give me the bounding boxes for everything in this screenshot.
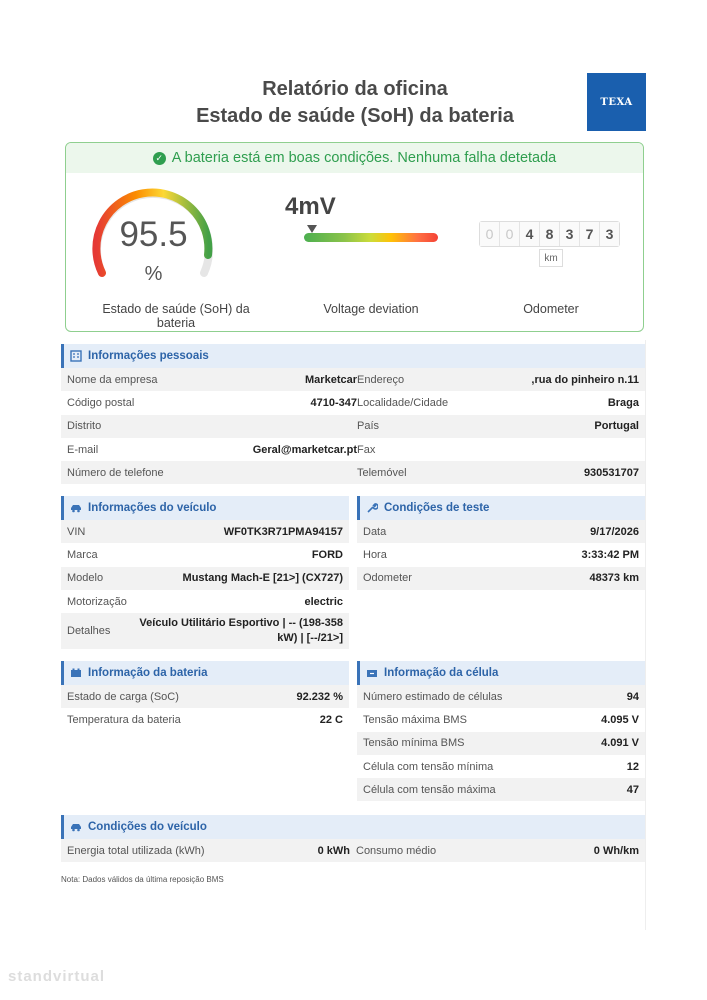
- field-label: Detalhes: [67, 625, 111, 638]
- cell-info-header: [357, 661, 645, 685]
- field-label: Consumo médio: [356, 844, 437, 857]
- status-panel: [65, 142, 644, 332]
- vehicle-info-title: Informações do veículo: [88, 502, 217, 514]
- watermark: standvirtual: [8, 968, 106, 985]
- table-row: [357, 520, 645, 543]
- vehicle-info-header: [61, 496, 349, 520]
- voltage-marker-icon: [307, 225, 317, 233]
- field-value: 9/17/2026: [590, 525, 639, 538]
- field-value: 22 C: [319, 713, 343, 726]
- personal-info-section: [61, 344, 645, 484]
- test-conditions-header: [357, 496, 645, 520]
- field-value: 4.095 V: [601, 713, 639, 726]
- odometer-caption: Odometer: [523, 302, 579, 316]
- table-row: [61, 613, 349, 649]
- table-row: [61, 708, 349, 731]
- field-value: Portugal: [594, 420, 639, 433]
- field-label: Tensão mínima BMS: [363, 737, 465, 750]
- table-row: [61, 567, 349, 590]
- field-label: Número estimado de células: [363, 690, 503, 703]
- odometer-digit: 3: [560, 222, 580, 246]
- table-row: [61, 543, 349, 566]
- table-row: [357, 685, 645, 708]
- field-value: Marketcar: [305, 373, 357, 386]
- cell-info-section: [357, 661, 645, 801]
- table-row: [61, 368, 645, 391]
- odometer-display: [479, 221, 620, 247]
- field-value: WF0TK3R71PMA94157: [223, 525, 343, 538]
- field-label: Célula com tensão mínima: [363, 760, 494, 773]
- check-circle-icon: ✓: [153, 152, 166, 165]
- field-label: Estado de carga (SoC): [67, 690, 179, 703]
- vehicle-conditions-section: [61, 815, 645, 862]
- voltage-caption: Voltage deviation: [323, 302, 419, 316]
- soh-unit: %: [144, 263, 163, 285]
- field-value: Geral@marketcar.pt: [252, 443, 357, 456]
- field-label: Marca: [67, 548, 98, 561]
- personal-info-header: [61, 344, 645, 368]
- footnote: Nota: Dados válidos da última reposição BMS: [61, 875, 224, 884]
- table-row: [357, 567, 645, 590]
- field-label: Odometer: [363, 572, 412, 585]
- building-icon: [70, 350, 82, 362]
- field-value: 48373 km: [589, 572, 639, 585]
- car-icon: [70, 502, 82, 514]
- field-label: Fax: [357, 443, 376, 456]
- texa-logo: TEXA: [587, 73, 646, 131]
- field-label: País: [357, 420, 380, 433]
- odometer-digit: 4: [520, 222, 540, 246]
- table-row: [357, 543, 645, 566]
- voltage-bar: [304, 233, 438, 242]
- table-row: [61, 415, 645, 438]
- field-value: 4710-347: [310, 396, 357, 409]
- table-row: [357, 708, 645, 731]
- field-value: FORD: [311, 548, 343, 561]
- status-banner: [66, 143, 643, 173]
- table-row: [61, 685, 349, 708]
- field-label: Código postal: [67, 396, 135, 409]
- report-title: [120, 76, 590, 130]
- test-conditions-section: [357, 496, 645, 590]
- table-row: [61, 520, 349, 543]
- field-label: Distrito: [67, 420, 102, 433]
- field-label: Hora: [363, 548, 387, 561]
- odometer-digit: 7: [580, 222, 600, 246]
- odometer-digit: 0: [480, 222, 500, 246]
- car-check-icon: [70, 821, 82, 833]
- field-value: ,rua do pinheiro n.11: [531, 373, 639, 386]
- field-value: 0 Wh/km: [593, 844, 639, 857]
- table-row: [61, 438, 645, 461]
- vehicle-info-section: [61, 496, 349, 649]
- battery-info-section: [61, 661, 349, 732]
- soh-caption: Estado de saúde (SoH) da bateria: [102, 302, 250, 330]
- field-value: 12: [626, 760, 639, 773]
- field-value: 0 kWh: [317, 844, 350, 857]
- field-label: Data: [363, 525, 387, 538]
- field-value: 930531707: [583, 466, 639, 479]
- battery-info-header: [61, 661, 349, 685]
- field-label: Nome da empresa: [67, 373, 158, 386]
- field-label: E-mail: [67, 443, 99, 456]
- cell-info-title: Informação da célula: [384, 667, 499, 679]
- odometer-digit: 0: [500, 222, 520, 246]
- field-value: 47: [626, 783, 639, 796]
- table-row: [357, 778, 645, 801]
- field-label: Endereço: [357, 373, 405, 386]
- divider: [645, 340, 646, 930]
- field-value: Mustang Mach-E [21>] (CX727): [182, 572, 343, 585]
- vehicle-conditions-title: Condições do veículo: [88, 821, 207, 833]
- field-value: 94: [626, 690, 639, 703]
- wrench-icon: [366, 502, 378, 514]
- odometer-unit: km: [539, 249, 563, 267]
- battery-info-title: Informação da bateria: [88, 667, 208, 679]
- soh-value: 95.5: [119, 215, 188, 254]
- field-label: Temperatura da bateria: [67, 713, 181, 726]
- field-label: Telemóvel: [357, 466, 407, 479]
- report-title-line2: Estado de saúde (SoH) da bateria: [196, 105, 514, 127]
- test-conditions-title: Condições de teste: [384, 502, 490, 514]
- field-label: Motorização: [67, 595, 127, 608]
- table-row: [357, 732, 645, 755]
- voltage-value: 4mV: [285, 193, 336, 220]
- field-label: Tensão máxima BMS: [363, 713, 467, 726]
- field-label: Célula com tensão máxima: [363, 783, 496, 796]
- field-value: Veículo Utilitário Esportivo | -- (198-358 kW) | [--/21>]: [139, 617, 343, 645]
- field-value: 92.232 %: [296, 690, 343, 703]
- field-label: VIN: [67, 525, 86, 538]
- field-value: 3:33:42 PM: [581, 548, 639, 561]
- field-value: Braga: [607, 396, 639, 409]
- vehicle-conditions-header: [61, 815, 645, 839]
- table-row: [61, 590, 349, 613]
- field-label: Modelo: [67, 572, 104, 585]
- status-message: A bateria está em boas condições. Nenhuma falha detetada: [171, 150, 557, 166]
- report-title-line1: Relatório da oficina: [262, 78, 448, 100]
- field-label: Número de telefone: [67, 466, 164, 479]
- soh-gauge: [90, 181, 220, 285]
- field-value: electric: [304, 595, 343, 608]
- odometer-digit: 3: [600, 222, 619, 246]
- cell-icon: [366, 667, 378, 679]
- table-row: [61, 839, 645, 862]
- table-row: [357, 755, 645, 778]
- table-row: [61, 391, 645, 414]
- odometer-digit: 8: [540, 222, 560, 246]
- field-label: Localidade/Cidade: [357, 396, 449, 409]
- field-label: Energia total utilizada (kWh): [67, 844, 205, 857]
- personal-info-title: Informações pessoais: [88, 350, 209, 362]
- table-row: [61, 461, 645, 484]
- battery-icon: [70, 667, 82, 679]
- field-value: 4.091 V: [601, 737, 639, 750]
